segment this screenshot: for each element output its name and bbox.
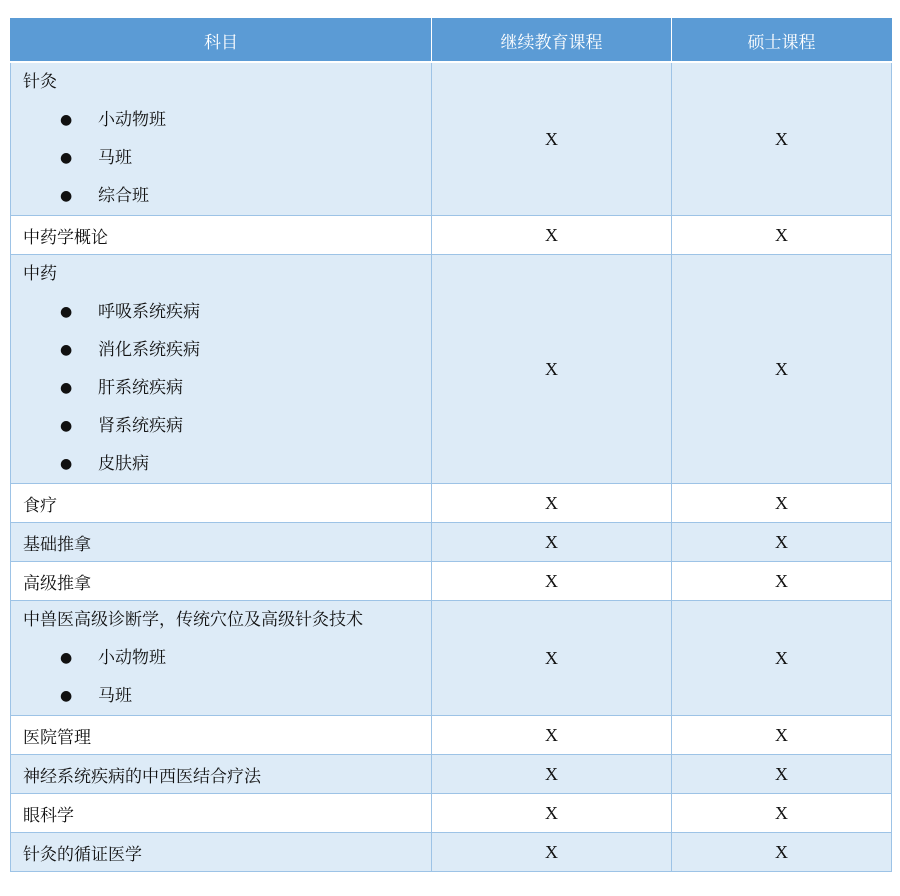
masters-mark: X	[672, 216, 892, 255]
masters-mark: X	[672, 62, 892, 216]
subject-cell	[11, 62, 432, 216]
bullet-icon: ●	[60, 380, 73, 396]
table-row	[11, 62, 892, 216]
bullet-icon: ●	[60, 304, 73, 320]
table-row	[11, 794, 892, 833]
masters-mark: X	[672, 523, 892, 562]
masters-mark: X	[672, 601, 892, 716]
table-row	[11, 255, 892, 484]
masters-mark: X	[672, 833, 892, 872]
list-item	[23, 101, 419, 139]
subitem-label: 小动物班	[98, 110, 166, 130]
bullet-icon: ●	[60, 456, 73, 472]
subject-cell: 针灸的循证医学	[11, 833, 432, 872]
bullet-icon: ●	[60, 650, 73, 666]
bullet-icon: ●	[60, 418, 73, 434]
list-item	[23, 677, 419, 715]
course-comparison-table	[10, 18, 892, 872]
table-row	[11, 216, 892, 255]
continuing-education-mark: X	[432, 833, 672, 872]
subject-cell: 眼科学	[11, 794, 432, 833]
table-row	[11, 716, 892, 755]
masters-mark: X	[672, 755, 892, 794]
subject-cell: 中药学概论	[11, 216, 432, 255]
subject-title: 中兽医高级诊断学，传统穴位及高级针灸技术	[23, 610, 363, 630]
table-row	[11, 601, 892, 716]
continuing-education-mark: X	[432, 216, 672, 255]
masters-mark: X	[672, 562, 892, 601]
table-row	[11, 484, 892, 523]
subitem-label: 综合班	[98, 186, 149, 206]
bullet-icon: ●	[60, 688, 73, 704]
subject-cell: 医院管理	[11, 716, 432, 755]
table-row	[11, 833, 892, 872]
table-row	[11, 562, 892, 601]
masters-mark: X	[672, 484, 892, 523]
bullet-icon: ●	[60, 188, 73, 204]
subject-cell: 神经系统疾病的中西医结合疗法	[11, 755, 432, 794]
table-row	[11, 755, 892, 794]
subitem-label: 消化系统疾病	[98, 340, 200, 360]
header-subject: 科目	[11, 19, 432, 63]
continuing-education-mark: X	[432, 716, 672, 755]
list-item	[23, 139, 419, 177]
subitem-label: 小动物班	[98, 648, 166, 668]
subject-cell: 高级推拿	[11, 562, 432, 601]
masters-mark: X	[672, 716, 892, 755]
header-masters: 硕士课程	[672, 19, 892, 63]
subitem-list	[23, 639, 419, 715]
list-item	[23, 369, 419, 407]
continuing-education-mark: X	[432, 601, 672, 716]
header-continuing-education: 继续教育课程	[432, 19, 672, 63]
bullet-icon: ●	[60, 342, 73, 358]
subitem-label: 马班	[98, 148, 132, 168]
bullet-icon: ●	[60, 112, 73, 128]
subitem-label: 马班	[98, 686, 132, 706]
subitem-label: 呼吸系统疾病	[98, 302, 200, 322]
subject-title: 中药	[23, 264, 57, 284]
subitem-label: 皮肤病	[98, 454, 149, 474]
list-item	[23, 331, 419, 369]
continuing-education-mark: X	[432, 562, 672, 601]
table-row	[11, 523, 892, 562]
continuing-education-mark: X	[432, 794, 672, 833]
continuing-education-mark: X	[432, 523, 672, 562]
list-item	[23, 177, 419, 215]
subject-title: 针灸	[23, 72, 57, 92]
subject-cell	[11, 601, 432, 716]
continuing-education-mark: X	[432, 62, 672, 216]
subitem-list	[23, 293, 419, 483]
bullet-icon: ●	[60, 150, 73, 166]
subitem-label: 肾系统疾病	[98, 416, 183, 436]
subject-cell: 基础推拿	[11, 523, 432, 562]
subject-cell: 食疗	[11, 484, 432, 523]
list-item	[23, 445, 419, 483]
list-item	[23, 293, 419, 331]
list-item	[23, 639, 419, 677]
subitem-list	[23, 101, 419, 215]
subitem-label: 肝系统疾病	[98, 378, 183, 398]
continuing-education-mark: X	[432, 255, 672, 484]
masters-mark: X	[672, 255, 892, 484]
list-item	[23, 407, 419, 445]
masters-mark: X	[672, 794, 892, 833]
continuing-education-mark: X	[432, 755, 672, 794]
header-row	[11, 19, 892, 63]
continuing-education-mark: X	[432, 484, 672, 523]
subject-cell	[11, 255, 432, 484]
